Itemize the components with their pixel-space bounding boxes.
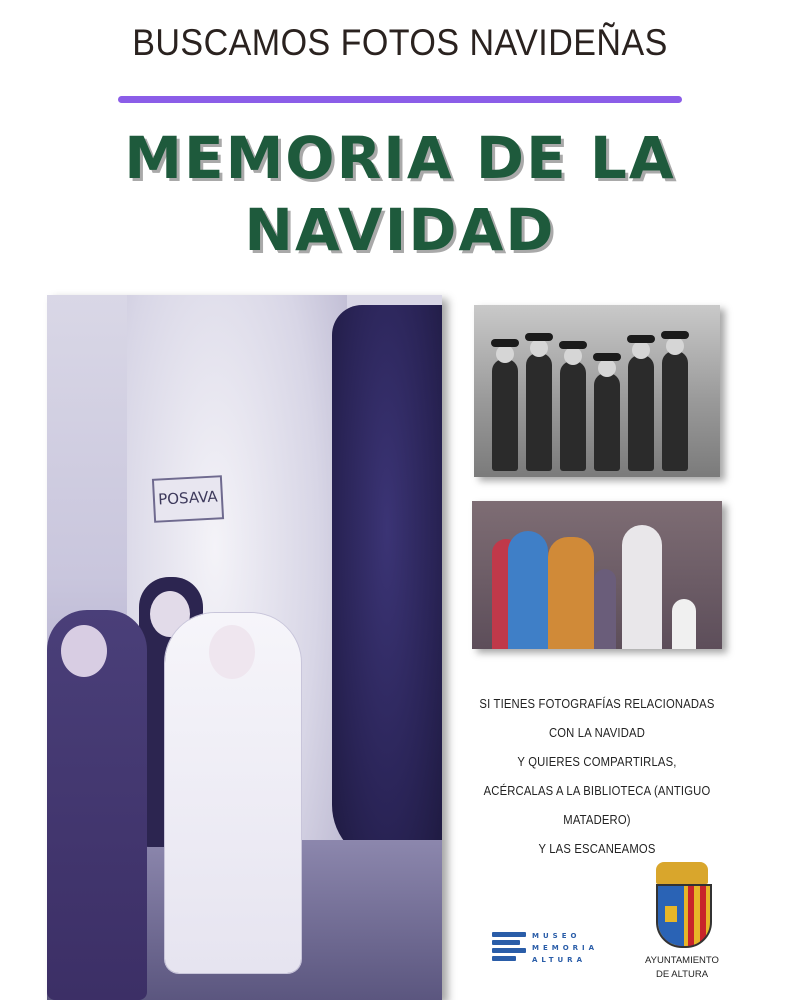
info-line: Y LAS ESCANEAMOS	[538, 842, 656, 856]
photo-figure-head	[530, 339, 548, 357]
photo-figure	[662, 351, 688, 471]
ayuntamiento-logo	[634, 862, 730, 992]
photo-robe-orange	[548, 537, 594, 649]
page-title-line-1: MEMORIA DE LA	[124, 124, 676, 192]
info-line: Y QUIERES COMPARTIRLAS,	[517, 755, 677, 769]
coat-of-arms-icon	[656, 884, 712, 948]
museo-memoria-altura-logo	[492, 930, 622, 970]
photo-figure-hat	[559, 341, 587, 349]
photo-figure-head	[564, 347, 582, 365]
photo-figure	[526, 353, 552, 471]
photo-group-men	[474, 305, 720, 477]
photo-child-left-face	[61, 625, 107, 677]
photo-figure-head	[666, 337, 684, 355]
divider-bar	[118, 96, 682, 103]
crown-icon	[656, 862, 708, 884]
info-text-block	[462, 690, 732, 864]
photo-robe-white	[622, 525, 662, 649]
info-line: SI TIENES FOTOGRAFÍAS RELACIONADAS	[479, 697, 715, 711]
photo-figure	[628, 355, 654, 471]
photo-figure-hat	[661, 331, 689, 339]
photo-figure	[492, 359, 518, 471]
photo-child	[594, 569, 616, 649]
photo-figure-hat	[627, 335, 655, 343]
info-line: ACÉRCALAS A LA BIBLIOTECA (ANTIGUO MATADERO)	[483, 784, 711, 827]
page-title-line-2: NAVIDAD	[244, 196, 556, 264]
photo-figure	[594, 373, 620, 471]
photo-sign: POSAVA	[152, 475, 224, 523]
photo-figure-hat	[525, 333, 553, 341]
museo-logo-bars-icon	[492, 932, 526, 964]
main-photo-children	[47, 295, 442, 1000]
castle-icon	[665, 906, 677, 922]
headline: BUSCAMOS FOTOS NAVIDEÑAS	[132, 22, 668, 63]
museo-logo-text: MUSEO MEMORIA ALTURA	[532, 932, 599, 964]
photo-figure-head	[632, 341, 650, 359]
info-line: CON LA NAVIDAD	[548, 726, 646, 740]
photo-child-white-dress-face	[209, 625, 255, 679]
photo-ivy	[332, 305, 442, 865]
photo-figure-head	[598, 359, 616, 377]
photo-three-kings	[472, 501, 722, 649]
photo-figure-hat	[491, 339, 519, 347]
photo-flowers	[672, 599, 696, 649]
photo-figure-head	[496, 345, 514, 363]
photo-robe-blue	[508, 531, 548, 649]
photo-figure-hat	[593, 353, 621, 361]
ayuntamiento-label: AYUNTAMIENTO DE ALTURA	[645, 955, 719, 980]
photo-figure	[560, 361, 586, 471]
